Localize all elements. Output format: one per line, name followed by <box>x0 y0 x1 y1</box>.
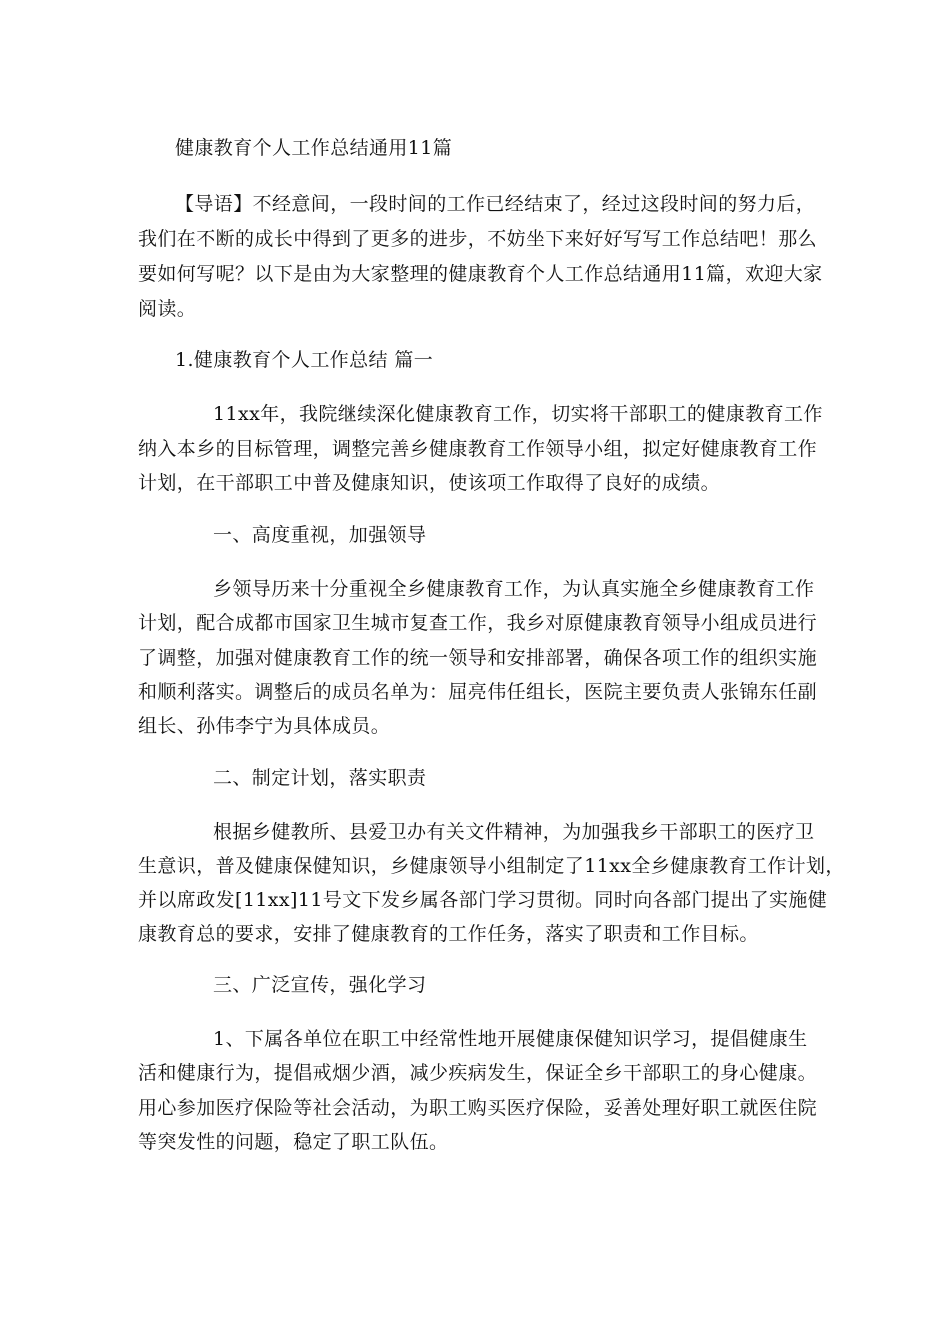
para1-line-3: 计划，在干部职工中普及健康知识，使该项工作取得了良好的成绩。 <box>138 472 721 494</box>
heading-1: 一、高度重视，加强领导 <box>213 524 427 546</box>
heading-2: 二、制定计划，落实职责 <box>213 767 427 789</box>
intro-line-1: 【导语】不经意间，一段时间的工作已经结束了，经过这段时间的努力后， <box>175 193 816 215</box>
para2-line-4: 和顺利落实。调整后的成员名单为：屈亮伟任组长，医院主要负责人张锦东任副 <box>138 681 818 703</box>
para1-line-1: 11xx年，我院继续深化健康教育工作，切实将干部职工的健康教育工作 <box>213 403 823 425</box>
para3-line-1: 根据乡健教所、县爱卫办有关文件精神，为加强我乡干部职工的医疗卫 <box>213 821 815 843</box>
para2-line-1: 乡领导历来十分重视全乡健康教育工作，为认真实施全乡健康教育工作 <box>213 578 815 600</box>
para2-line-2: 计划，配合成都市国家卫生城市复查工作，我乡对原健康教育领导小组成员进行 <box>138 612 818 634</box>
para3-line-3: 并以席政发[11xx]11号文下发乡属各部门学习贯彻。同时向各部门提出了实施健 <box>138 889 828 911</box>
para4-line-1: 1、下属各单位在职工中经常性地开展健康保健知识学习，提倡健康生 <box>213 1028 808 1050</box>
para1-line-2: 纳入本乡的目标管理，调整完善乡健康教育工作领导小组，拟定好健康教育工作 <box>138 438 818 460</box>
para3-line-4: 康教育总的要求，安排了健康教育的工作任务，落实了职责和工作目标。 <box>138 923 759 945</box>
para4-line-2: 活和健康行为，提倡戒烟少酒，减少疾病发生，保证全乡干部职工的身心健康。 <box>138 1062 818 1084</box>
para2-line-3: 了调整，加强对健康教育工作的统一领导和安排部署，确保各项工作的组织实施 <box>138 647 818 669</box>
intro-line-3: 要如何写呢？以下是由为大家整理的健康教育个人工作总结通用11篇，欢迎大家 <box>138 263 823 285</box>
section-title: 1.健康教育个人工作总结 篇一 <box>175 349 434 371</box>
para2-line-5: 组长、孙伟李宁为具体成员。 <box>138 715 391 737</box>
para4-line-4: 等突发性的问题，稳定了职工队伍。 <box>138 1131 449 1153</box>
intro-line-2: 我们在不断的成长中得到了更多的进步，不妨坐下来好好写写工作总结吧！那么 <box>138 228 818 250</box>
heading-3: 三、广泛宣传，强化学习 <box>213 974 427 996</box>
para3-line-2: 生意识，普及健康保健知识，乡健康领导小组制定了11xx全乡健康教育工作计划， <box>138 855 845 877</box>
document-title: 健康教育个人工作总结通用11篇 <box>175 137 453 159</box>
para4-line-3: 用心参加医疗保险等社会活动，为职工购买医疗保险，妥善处理好职工就医住院 <box>138 1097 818 1119</box>
intro-line-4: 阅读。 <box>138 298 197 320</box>
